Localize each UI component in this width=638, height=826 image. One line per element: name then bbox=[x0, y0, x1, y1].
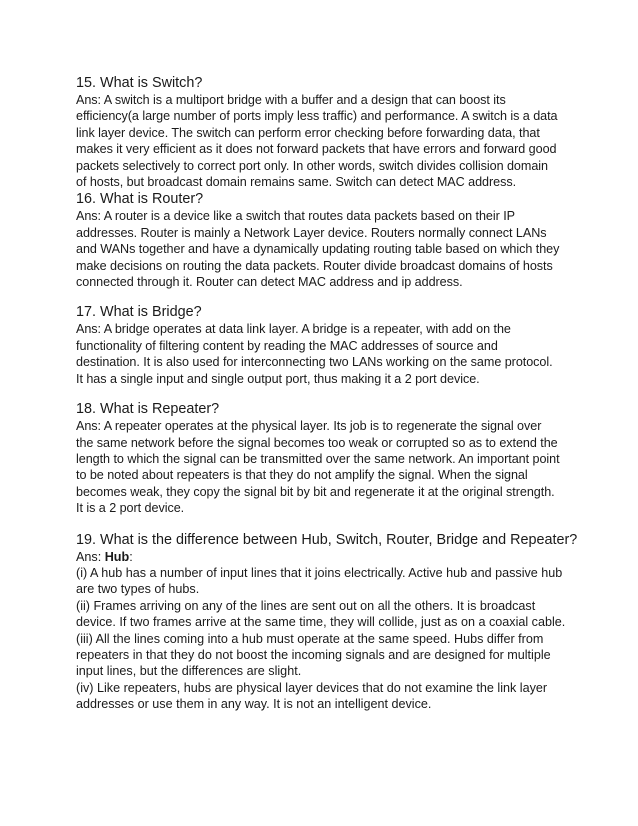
answer-line: (i) A hub has a number of input lines that it joins electrically. Active hub and passive hub bbox=[76, 565, 563, 580]
answer-text bbox=[76, 92, 576, 190]
answer-prefix: Ans: bbox=[76, 549, 105, 564]
answer-line: It is a 2 port device. bbox=[76, 501, 185, 516]
answer-line: to be noted about repeaters is that they do not amplify the signal. When the signal bbox=[76, 468, 528, 483]
answer-line: Ans: A repeater operates at the physical layer. Its job is to regenerate the signal over bbox=[76, 419, 542, 434]
document-page bbox=[76, 74, 576, 713]
question-heading: 19. What is the difference between Hub, Switch, Router, Bridge and Repeater? bbox=[76, 531, 578, 548]
answer-text bbox=[76, 208, 576, 290]
spacer bbox=[76, 517, 576, 531]
answer-line: Ans: A router is a device like a switch that routes data packets based on their IP bbox=[76, 209, 516, 224]
spacer bbox=[76, 387, 576, 400]
hub-heading: Hub bbox=[104, 549, 130, 564]
answer-line: efficiency(a large number of ports imply less traffic) and performance. A switch is a data bbox=[76, 109, 558, 124]
answer-line: are two types of hubs. bbox=[76, 582, 200, 597]
question-heading: 16. What is Router? bbox=[76, 191, 204, 208]
answer-line: (iv) Like repeaters, hubs are physical layer devices that do not examine the link layer bbox=[76, 680, 548, 695]
answer-line: repeaters in that they do not boost the incoming signals and are designed for multiple bbox=[76, 647, 551, 662]
answer-line: (ii) Frames arriving on any of the lines are sent out on all the others. It is broadcast bbox=[76, 598, 536, 613]
answer-line: make decisions on routing the data packets. Router divide broadcast domains of hosts bbox=[76, 258, 553, 273]
answer-line: link layer device. The switch can perform error checking before forwarding data, that bbox=[76, 125, 540, 140]
answer-line: device. If two frames arrive at the same time, they will collide, just as on a coaxial cable. bbox=[76, 615, 566, 630]
question-heading: 15. What is Switch? bbox=[76, 75, 203, 91]
answer-text bbox=[76, 418, 576, 516]
answer-text bbox=[76, 321, 576, 387]
answer-line: and WANs together and have a dynamically updating routing table based on which they bbox=[76, 242, 560, 257]
question-heading: 17. What is Bridge? bbox=[76, 304, 202, 321]
answer-line: It has a single input and single output port, thus making it a 2 port device. bbox=[76, 371, 480, 386]
answer-line: addresses. Router is mainly a Network Layer device. Routers normally connect LANs bbox=[76, 225, 547, 240]
question-heading: 18. What is Repeater? bbox=[76, 401, 220, 418]
section-bridge bbox=[76, 303, 576, 387]
answer-line: the same network before the signal becomes too weak or corrupted so as to extend the bbox=[76, 435, 558, 450]
answer-line: (iii) All the lines coming into a hub must operate at the same speed. Hubs differ from bbox=[76, 631, 544, 646]
answer-line: connected through it. Router can detect MAC address and ip address. bbox=[76, 275, 463, 290]
answer-intro bbox=[76, 549, 576, 565]
answer-line: addresses or use them in any way. It is not an intelligent device. bbox=[76, 697, 432, 712]
answer-line: destination. It is also used for interconnecting two LANs working on the same protocol. bbox=[76, 355, 553, 370]
answer-line: makes it very efficient as it does not forward packets that have errors and forward good bbox=[76, 142, 557, 157]
answer-line: functionality of filtering content by reading the MAC addresses of source and bbox=[76, 338, 498, 353]
section-difference bbox=[76, 531, 576, 713]
answer-line: becomes weak, they copy the signal bit by bit and regenerate it at the original strength. bbox=[76, 484, 555, 499]
answer-line: input lines, but the differences are slight. bbox=[76, 664, 302, 679]
answer-line: Ans: A switch is a multiport bridge with a buffer and a design that can boost its bbox=[76, 93, 506, 107]
section-router bbox=[76, 190, 576, 290]
answer-line: of hosts, but broadcast domain remains same. Switch can detect MAC address. bbox=[76, 175, 517, 190]
section-repeater bbox=[76, 400, 576, 516]
answer-suffix: : bbox=[129, 549, 133, 564]
answer-text bbox=[76, 549, 576, 713]
answer-line: length to which the signal can be transmitted over the same network. An important point bbox=[76, 451, 560, 466]
answer-line: packets selectively to correct port only. In other words, switch divides collision domain bbox=[76, 158, 548, 173]
answer-line: Ans: A bridge operates at data link layer. A bridge is a repeater, with add on the bbox=[76, 322, 511, 337]
spacer bbox=[76, 290, 576, 303]
section-switch bbox=[76, 74, 576, 190]
